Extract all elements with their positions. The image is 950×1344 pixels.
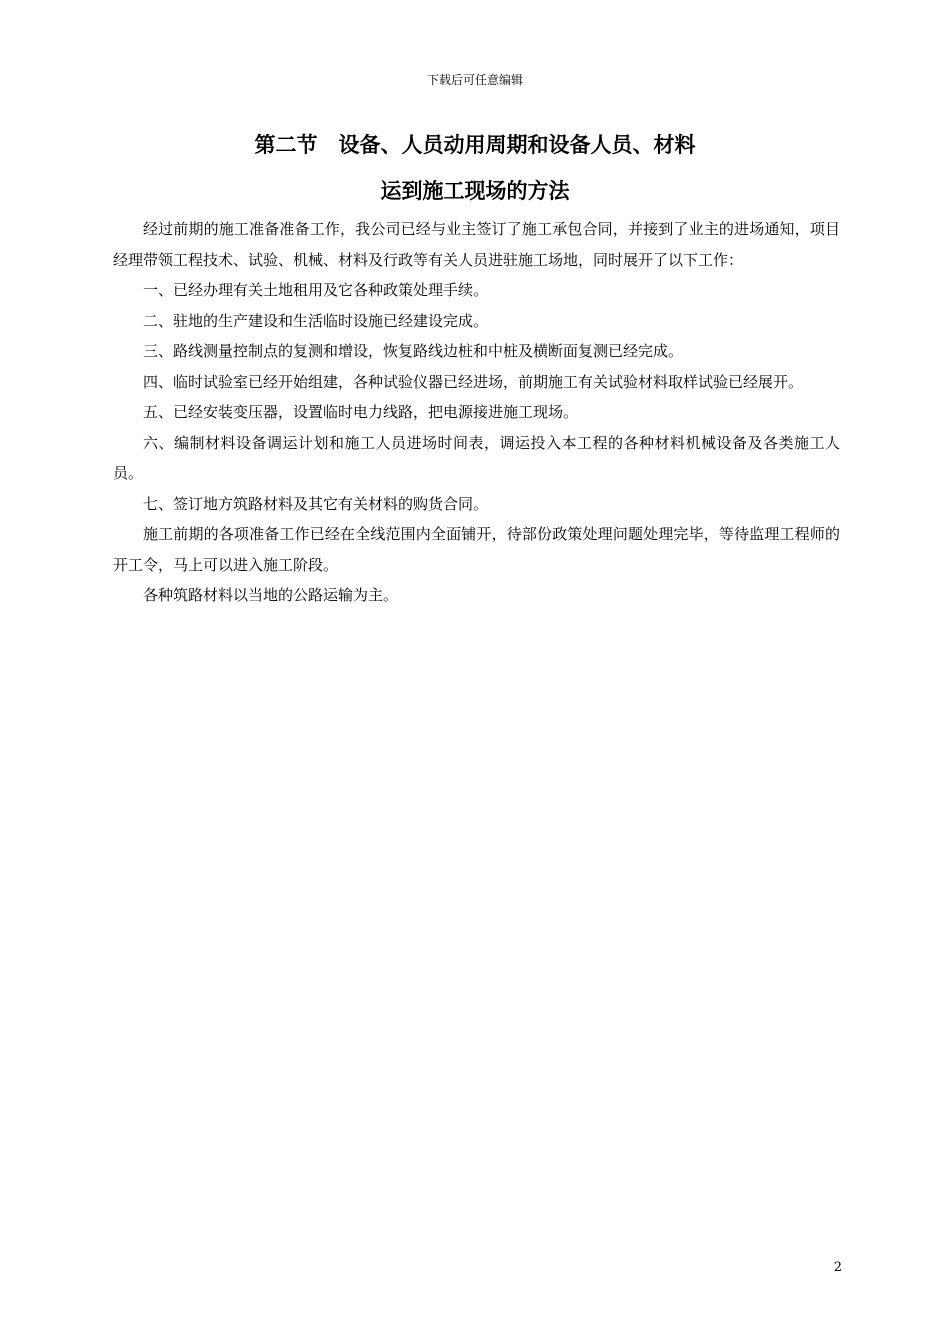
page-number: 2 [833, 1260, 842, 1275]
paragraph-intro: 经过前期的施工准备准备工作，我公司已经与业主签订了施工承包合同，并接到了业主的进场通知，项目经理带领工程技术、试验、机械、材料及行政等有关人员进驻施工场地，同时展开了以下工作： [113, 220, 840, 269]
paragraph-item-3: 三、路线测量控制点的复测和增设，恢复路线边桩和中桩及横断面复测已经完成。 [143, 342, 684, 360]
paragraph-item-6: 六、编制材料设备调运计划和施工人员进场时间表，调运投入本工程的各种材料机械设备及各类施工人员。 [113, 433, 840, 482]
body-text [113, 214, 840, 611]
paragraph-item-5: 五、已经安装变压器，设置临时电力线路，把电源接进施工现场。 [143, 403, 579, 421]
section-title-line-1: 第二节 设备、人员动用周期和设备人员、材料 [254, 133, 696, 157]
paragraph-item-2: 二、驻地的生产建设和生活临时设施已经建设完成。 [143, 311, 489, 330]
paragraph-transport: 各种筑路材料以当地的公路运输为主。 [143, 586, 399, 604]
paragraph-item-7: 七、签订地方筑路材料及其它有关材料的购货合同。 [143, 494, 489, 513]
section-title-line-2: 运到施工现场的方法 [380, 179, 570, 203]
paragraph-item-4: 四、临时试验室已经开始组建，各种试验仪器已经进场，前期施工有关试验材料取样试验已经展开。 [143, 372, 804, 391]
paragraph-summary: 施工前期的各项准备工作已经在全线范围内全面铺开，待部份政策处理问题处理完毕，等待监理工程师的开工令，马上可以进入施工阶段。 [113, 525, 840, 574]
page-header: 下载后可任意编辑 [426, 73, 523, 87]
paragraph-item-1: 一、已经办理有关土地租用及它各种政策处理手续。 [143, 281, 489, 299]
